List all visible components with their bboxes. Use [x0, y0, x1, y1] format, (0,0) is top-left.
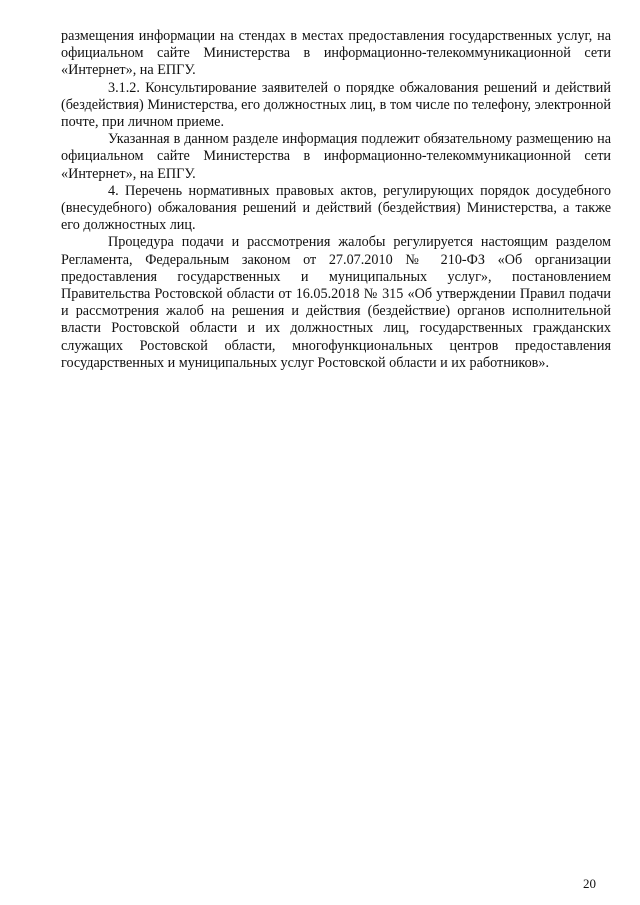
paragraph-consultation: 3.1.2. Консультирование заявителей о порядке обжалования решений и действий (бездействия) Министерства, его должностных лиц, в том числе по телефону, электронной почте, при личном приеме. [61, 79, 611, 131]
paragraph-complaint-procedure: Процедура подачи и рассмотрения жалобы регулируется настоящим разделом Регламента, Федеральным законом от 27.07.2010 № 210-ФЗ «Об организации предоставления государственных и муниципальных услуг», постановлением Правительства Ростовской области от 16.05.2018 № 315 «Об утверждении Правил подачи и рассмотрения жалоб на решения и действия (бездействие) органов исполнительной власти Ростовской области и их должностных лиц, государственных гражданских служащих Ростовской области, многофункциональных центров предоставления государственных и муниципальных услуг Ростовской области и их работников». [61, 234, 611, 371]
paragraph-mandatory-publication: Указанная в данном разделе информация подлежит обязательному размещению на официальном сайте Министерства в информационно-телекоммуникационной сети «Интернет», на ЕПГУ. [61, 131, 611, 182]
page-number: 20 [583, 876, 596, 891]
paragraph-legal-acts-heading: 4. Перечень нормативных правовых актов, регулирующих порядок досудебного (внесудебного) обжалования решений и действий (бездействия) Министерства, а также его должностных лиц. [61, 182, 611, 234]
document-body [61, 28, 611, 372]
paragraph-info-placement: размещения информации на стендах в местах предоставления государственных услуг, на официальном сайте Министерства в информационно-телекоммуникационной сети «Интернет», на ЕПГУ. [61, 28, 611, 79]
